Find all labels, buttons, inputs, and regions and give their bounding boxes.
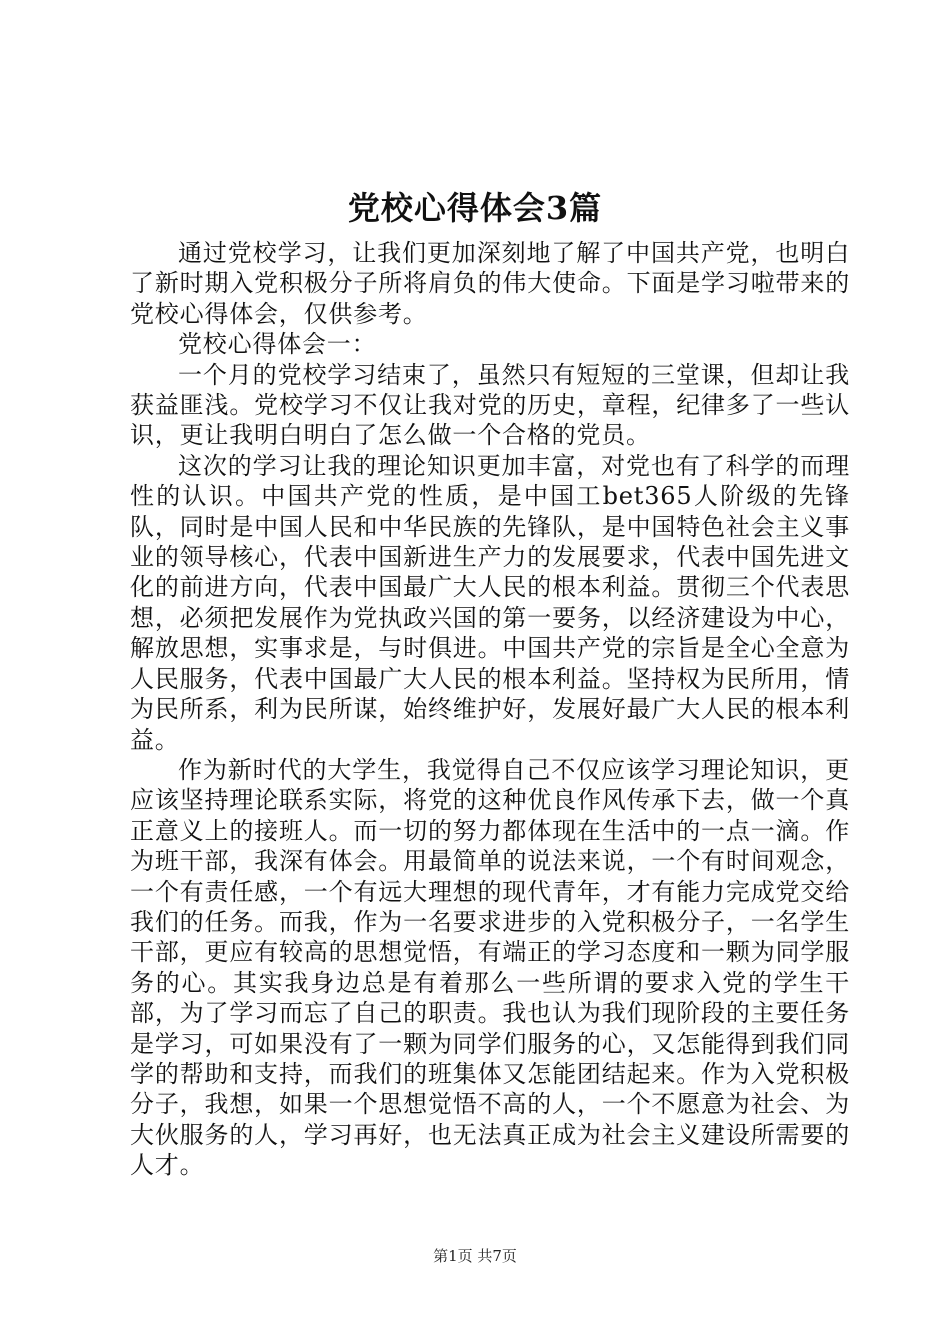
- paragraph-section-heading: 党校心得体会一：: [178, 330, 377, 359]
- paragraph-3: 作为新时代的大学生，我觉得自己不仅应该学习理论知识，更应该坚持理论联系实际，将党的这种优良作风传承下去，做一个真正意义上的接班人。而一切的努力都体现在生活中的一点一滴。作为班干部，我深有体会。用最简单的说法来说，一个有时间观念，一个有责任感，一个有远大理想的现代青年，才有能力完成党交给我们的任务。而我，作为一名要求进步的入党积极分子，一名学生干部，更应有较高的思想觉悟，有端正的学习态度和一颗为同学服务的心。其实我身边总是有着那么一些所谓的要求入党的学生干部，为了学习而忘了自己的职责。我也认为我们现阶段的主要任务是学习，可如果没有了一颗为同学们服务的心，又怎能得到我们同学的帮助和支持，而我们的班集体又怎能团结起来。作为入党积极分子，我想，如果一个思想觉悟不高的人，一个不愿意为社会、为大伙服务的人，学习再好，也无法真正成为社会主义建设所需要的人才。: [130, 755, 850, 1180]
- document-body: [130, 238, 850, 1181]
- paragraph-intro: 通过党校学习，让我们更加深刻地了解了中国共产党，也明白了新时期入党积极分子所将肩负的伟大使命。下面是学习啦带来的党校心得体会，仅供参考。: [130, 239, 850, 328]
- page-number-footer: 第1页 共7页: [433, 1247, 517, 1265]
- document-title: 党校心得体会3篇: [347, 189, 603, 227]
- paragraph-2: 这次的学习让我的理论知识更加丰富，对党也有了科学的而理性的认识。中国共产党的性质，是中国工bet365人阶级的先锋队，同时是中国人民和中华民族的先锋队，是中国特色社会主义事业的领导核心，代表中国新进生产力的发展要求，代表中国先进文化的前进方向，代表中国最广大人民的根本利益。贯彻三个代表思想，必须把发展作为党执政兴国的第一要务，以经济建设为中心，解放思想，实事求是，与时俱进。中国共产党的宗旨是全心全意为人民服务，代表中国最广大人民的根本利益。坚持权为民所用，情为民所系，利为民所谋，始终维护好，发展好最广大人民的根本利益。: [130, 451, 850, 754]
- paragraph-1: 一个月的党校学习结束了，虽然只有短短的三堂课，但却让我获益匪浅。党校学习不仅让我对党的历史，章程，纪律多了一些认识，更让我明白明白了怎么做一个合格的党员。: [130, 360, 850, 450]
